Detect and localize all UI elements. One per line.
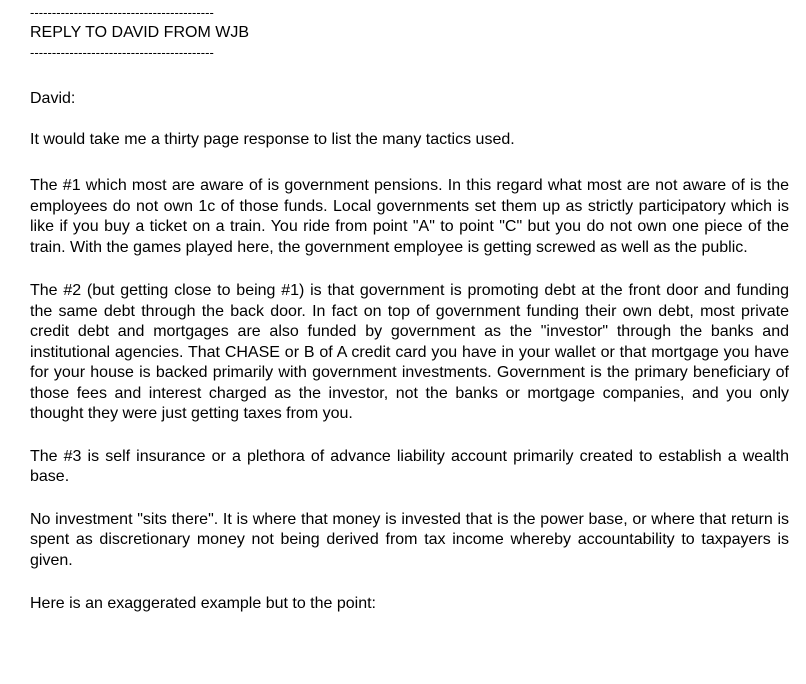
paragraph-investment: No investment "sits there". It is where that money is invested that is the power base, or where that return is spent as discretionary money not being derived from tax income whereby accountability to taxpayers is given. bbox=[30, 510, 789, 569]
paragraph-tactic-2: The #2 (but getting close to being #1) is that government is promoting debt at the front door and funding the same debt through the back door. In fact on top of government funding their own debt, most private credit debt and mortgages are also funded by government as the "investor" through the banks and institutional agencies. That CHASE or B of A credit card you have in your wallet or that mortgage you have for your house is backed primarily with government investments. Government is the primary beneficiary of those fees and interest charged as the investor, not the banks or mortgage companies, and you only thought they were just getting taxes from you. bbox=[30, 282, 789, 422]
greeting: David: bbox=[30, 90, 76, 107]
paragraph-tactic-3: The #3 is self insurance or a plethora of advance liability account primarily created to establish a wealth base. bbox=[30, 447, 789, 485]
document-body bbox=[30, 3, 789, 635]
paragraph-intro: It would take me a thirty page response to list the many tactics used. bbox=[30, 130, 515, 148]
reply-title: REPLY TO DAVID FROM WJB bbox=[30, 24, 249, 41]
divider-bottom: ------------------------------------------ bbox=[30, 45, 214, 60]
paragraph-example-intro: Here is an exaggerated example but to the point: bbox=[30, 595, 376, 612]
reply-heading-block bbox=[30, 3, 789, 63]
divider-top: ------------------------------------------ bbox=[30, 5, 214, 20]
paragraph-tactic-1: The #1 which most are aware of is government pensions. In this regard what most are not aware of is the employees do not own 1c of those funds. Local governments set them up as strictly participatory which is like if you buy a ticket on a train. You ride from point "A" to point "C" but you do not own one piece of the train. With the games played here, the government employee is getting screwed as well as the public. bbox=[30, 177, 789, 256]
